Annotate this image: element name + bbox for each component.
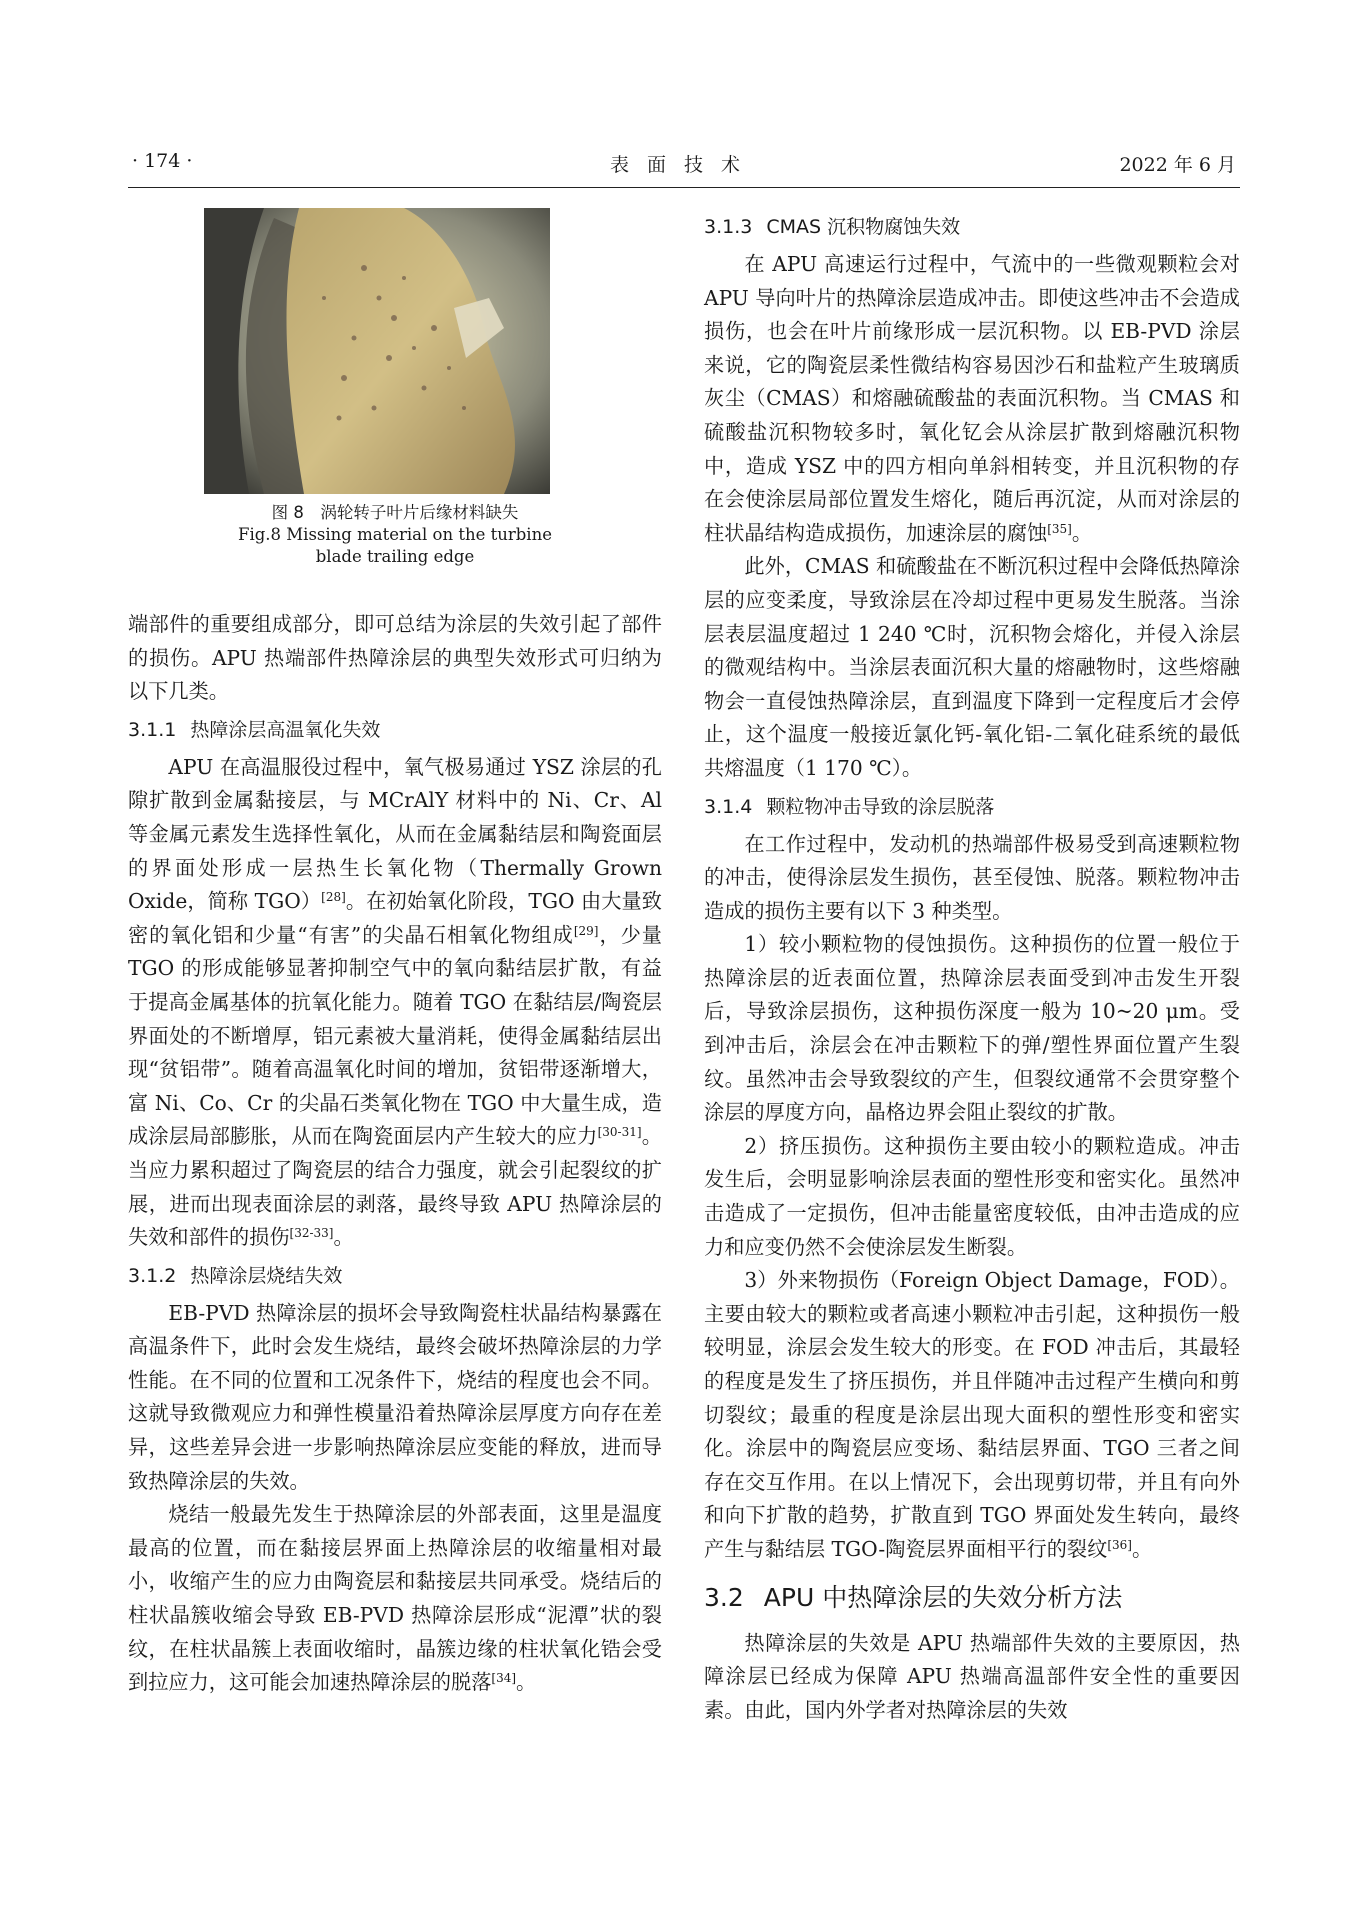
paragraph (704, 248, 1240, 550)
paragraph: 2）挤压损伤。这种损伤主要由较小的颗粒造成。冲击发生后，会明显影响涂层表面的塑性形变和密实化。虽然冲击造成了一定损伤，但冲击能量密度较低，由冲击造成的应力和应变仍然不会使涂层发生断裂。 (704, 1133, 1240, 1259)
section-number: 3.1.1 (128, 718, 177, 741)
paragraph (704, 1264, 1240, 1566)
text-run: 。在初始氧化阶段，TGO 由大量致密的氧化铝和少量“有害”的尖晶石相氧化物组成 (128, 889, 662, 947)
citation: [34] (491, 1671, 517, 1686)
text-run: 。 (1131, 1536, 1153, 1561)
caption-en-line-2: blade trailing edge (315, 547, 475, 566)
section-number: 3.2 (704, 1582, 744, 1612)
section-title: 颗粒物冲击导致的涂层脱落 (766, 795, 995, 818)
paragraph: 在工作过程中，发动机的热端部件极易受到高速颗粒物的冲击，使得涂层发生损伤，甚至侵蚀、脱落。颗粒物冲击造成的损伤主要有以下 3 种类型。 (704, 831, 1240, 923)
section-title: 热障涂层高温氧化失效 (190, 718, 381, 741)
paragraph (128, 1498, 662, 1700)
text-run: APU 在高温服役过程中，氧气极易通过 YSZ 涂层的孔隙扩散到金属黏接层，与 MCrAlY 材料中的 Ni、Cr、Al 等金属元素发生选择性氧化，从而在金属黏结层和陶瓷面层的界面处形成一层热生长氧化物（Thermally Grown Oxide，简称 TGO） (128, 754, 662, 914)
citation: [30-31] (597, 1125, 642, 1140)
text-run: 在 APU 高速运行过程中，气流中的一些微观颗粒会对 APU 导向叶片的热障涂层造成冲击。即使这些冲击不会造成损伤，也会在叶片前缘形成一层沉积物。以 EB-PVD 涂层来说，它的陶瓷层柔性微结构容易因沙石和盐粒产生玻璃质灰尘（CMAS）和熔融硫酸盐的表面沉积物。当 CMAS 和硫酸盐沉积物较多时，氧化钇会从涂层扩散到熔融沉积物中，造成 YSZ 中的四方相向单斜相转变，并且沉积物的存在会使涂层局部位置发生熔化，随后再沉淀，从而对涂层的柱状晶结构造成损伤，加速涂层的腐蚀 (704, 252, 1240, 545)
text-run: 3）外来物损伤（Foreign Object Damage，FOD）。主要由较大的颗粒或者高速小颗粒冲击引起，这种损伤一般较明显，涂层会发生较大的形变。在 FOD 冲击后，其最轻的程度是发生了挤压损伤，并且伴随冲击过程产生横向和剪切裂纹；最重的程度是涂层出现大面积的塑性形变和密实化。涂层中的陶瓷层应变场、黏结层界面、TGO 三者之间存在交互作用。在以上情况下，会出现剪切带，并且有向外和向下扩散的趋势，扩散直到 TGO 界面处发生转向，最终产生与黏结层 TGO-陶瓷层界面相平行的裂纹 (704, 1268, 1240, 1561)
section-heading-3-2 (704, 1581, 1240, 1615)
section-heading-3-1-1 (128, 715, 662, 745)
paragraph: 端部件的重要组成部分，即可总结为涂层的失效引起了部件的损伤。APU 热端部件热障涂层的典型失效形式可归纳为以下几类。 (128, 612, 662, 704)
text-run: 。 (516, 1670, 537, 1695)
header-rule (128, 187, 1240, 188)
text-run: 。当应力累积超过了陶瓷层的结合力强度，就会引起裂纹的扩展，进而出现表面涂层的剥落，最终导致 APU 热障涂层的失效和部件的损伤 (128, 1124, 662, 1250)
caption-cn: 图 8 涡轮转子叶片后缘材料缺失 (271, 503, 519, 522)
turbine-blade-photo (204, 208, 550, 494)
section-number: 3.1.3 (704, 216, 753, 238)
section-title: CMAS 沉积物腐蚀失效 (766, 216, 961, 238)
citation: [29] (573, 923, 599, 938)
text-run: 。 (1071, 520, 1093, 545)
citation: [28] (321, 890, 346, 905)
page-number: · 174 · (132, 150, 193, 172)
page-header (128, 150, 1240, 180)
left-column (128, 208, 662, 1700)
paragraph (128, 751, 662, 1255)
section-title: APU 中热障涂层的失效分析方法 (763, 1582, 1123, 1612)
figure-8 (128, 208, 662, 608)
paragraph: EB-PVD 热障涂层的损坏会导致陶瓷柱状晶结构暴露在高温条件下，此时会发生烧结，最终会破坏热障涂层的力学性能。在不同的位置和工况条件下，烧结的程度也会不同。这就导致微观应力和弹性模量沿着热障涂层厚度方向存在差异，这些差异会进一步影响热障涂层应变能的释放，进而导致热障涂层的失效。 (128, 1300, 662, 1493)
section-number: 3.1.4 (704, 795, 753, 818)
right-column (704, 212, 1240, 1727)
section-number: 3.1.2 (128, 1264, 177, 1287)
text-run: 烧结一般最先发生于热障涂层的外部表面，这里是温度最高的位置，而在黏接层界面上热障涂层的收缩量相对最小，收缩产生的应力由陶瓷层和黏接层共同承受。烧结后的柱状晶簇收缩会导致 EB-PVD 热障涂层形成“泥潭”状的裂纹，在柱状晶簇上表面收缩时，晶簇边缘的柱状氧化锆会受到拉应力，这可能会加速热障涂层的脱落 (128, 1502, 662, 1695)
paragraph: 此外，CMAS 和硫酸盐在不断沉积过程中会降低热障涂层的应变柔度，导致涂层在冷却过程中更易发生脱落。当涂层表层温度超过 1 240 ℃时，沉积物会熔化，并侵入涂层的微观结构中。当涂层表面沉积大量的熔融物时，这些熔融物会一直侵蚀热障涂层，直到温度下降到一定程度后才会停止，这个温度一般接近氯化钙-氧化铝-二氧化硅系统的最低共熔温度（1 170 ℃）。 (704, 554, 1240, 780)
citation: [36] (1107, 1537, 1132, 1552)
text-run: 。 (333, 1225, 354, 1250)
caption-en-line-1: Fig.8 Missing material on the turbine (238, 525, 552, 544)
issue-date: 2022 年 6 月 (1119, 154, 1236, 176)
citation: [32-33] (289, 1226, 334, 1241)
section-heading-3-1-3 (704, 212, 1240, 242)
paragraph: 热障涂层的失效是 APU 热端部件失效的主要原因，热障涂层已经成为保障 APU 热端高温部件安全性的重要因素。由此，国内外学者对热障涂层的失效 (704, 1630, 1240, 1722)
section-heading-3-1-4 (704, 792, 1240, 822)
paragraph: 1）较小颗粒物的侵蚀损伤。这种损伤的位置一般位于热障涂层的近表面位置，热障涂层表面受到冲击发生开裂后，导致涂层损伤，这种损伤深度一般为 10~20 μm。受到冲击后，涂层会在冲击颗粒下的弹/塑性界面位置产生裂纹。虽然冲击会导致裂纹的产生，但裂纹通常不会贯穿整个涂层的厚度方向，晶格边界会阻止裂纹的扩散。 (704, 932, 1240, 1125)
citation: [35] (1047, 521, 1072, 536)
text-run: ，少量 TGO 的形成能够显著抑制空气中的氧向黏结层扩散，有益于提高金属基体的抗氧化能力。随着 TGO 在黏结层/陶瓷层界面处的不断增厚，铝元素被大量消耗，使得金属黏结层出现“贫铝带”。随着高温氧化时间的增加，贫铝带逐渐增大，富 Ni、Co、Cr 的尖晶石类氧化物在 TGO 中大量生成，造成涂层局部膨胀，从而在陶瓷面层内产生较大的应力 (128, 922, 662, 1149)
figure-caption (128, 502, 662, 568)
section-title: 热障涂层烧结失效 (190, 1264, 343, 1287)
section-heading-3-1-2 (128, 1261, 662, 1291)
journal-title: 表面技术 (609, 154, 758, 176)
